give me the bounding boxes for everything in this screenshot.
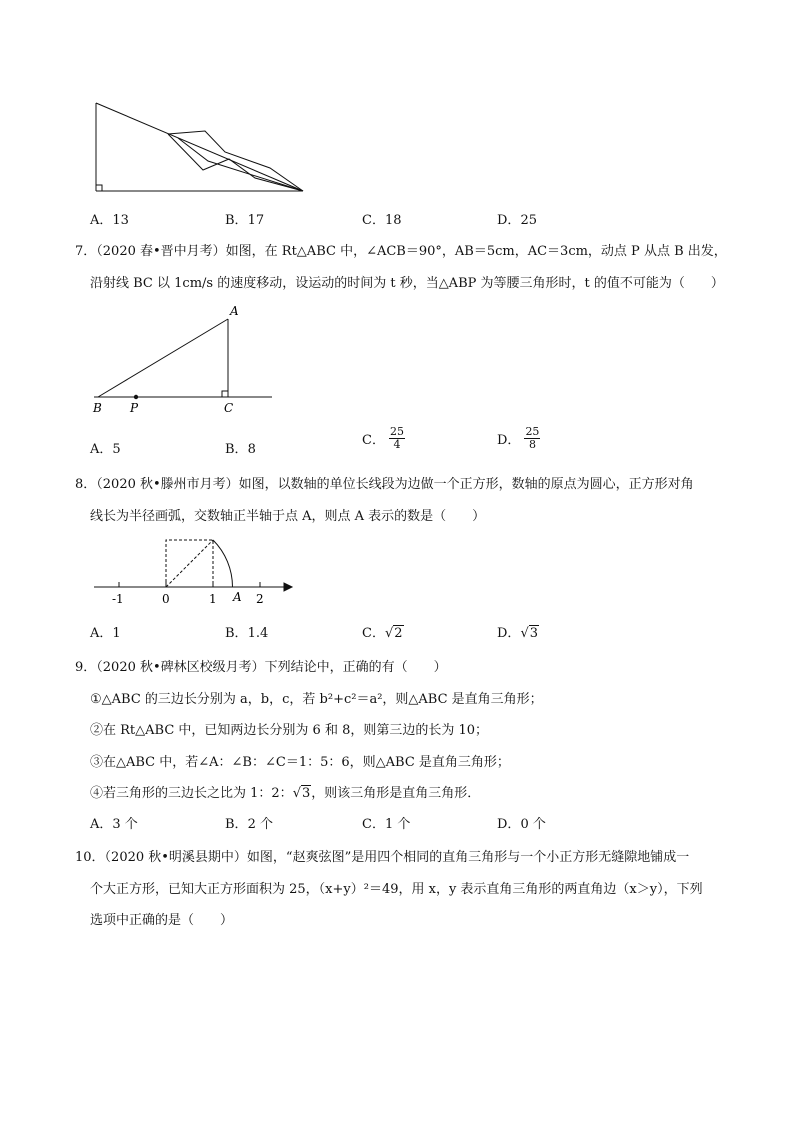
- option-letter: D．: [497, 626, 521, 641]
- q7-point-p: [134, 395, 138, 399]
- q8-axis-arrow: [284, 583, 292, 591]
- question-text: （2020 秋•滕州市月考）如图，以数轴的单位长线段为边做一个正方形，数轴的原点为圆心，正方形对角: [96, 477, 694, 492]
- q6-option-b[interactable]: [225, 209, 264, 228]
- option-value: 17: [247, 213, 265, 228]
- option-letter: C．: [362, 626, 385, 641]
- sqrt-expression: √3: [520, 626, 539, 641]
- option-letter: D．: [497, 817, 521, 832]
- question-text: （2020 秋•明溪县期中）如图，“赵爽弦图”是用四个相同的直角三角形与一个小正方形无缝隙地铺成一: [104, 850, 690, 865]
- q9-option-b[interactable]: [225, 813, 273, 832]
- q7-option-d[interactable]: [497, 426, 540, 451]
- option-value: 13: [112, 213, 129, 228]
- q8-label-1: 1: [209, 592, 217, 606]
- statement-text: ④若三角形的三边长之比为 1：2：: [90, 786, 293, 801]
- q7-side-ab: [98, 319, 228, 397]
- option-letter: D．: [497, 213, 521, 228]
- q7-figure: [90, 300, 280, 418]
- q9-option-c[interactable]: [362, 813, 410, 832]
- option-letter: C．: [362, 433, 385, 448]
- q8-option-c[interactable]: [362, 622, 404, 641]
- option-letter: B．: [225, 442, 248, 457]
- q8-option-d[interactable]: [497, 622, 539, 641]
- q7-label-a: A: [230, 304, 239, 318]
- option-letter: A．: [90, 213, 113, 228]
- denominator: 8: [528, 438, 536, 451]
- question-text: （2020 秋•碑林区校级月考）下列结论中，正确的有（ ）: [96, 660, 447, 675]
- q9-statement-4: [90, 782, 480, 801]
- radicand: 3: [529, 626, 539, 641]
- q8-option-a[interactable]: [90, 622, 121, 641]
- sqrt-expression: √2: [384, 626, 403, 641]
- q6-hypotenuse: [96, 103, 303, 191]
- q6-option-a[interactable]: [90, 209, 129, 228]
- q8-diagonal-dashed: [166, 540, 213, 587]
- q8-stem-line1: [75, 473, 694, 492]
- option-value: 8: [247, 442, 256, 457]
- q8-label-a: A: [233, 590, 242, 604]
- q10-stem-line3: 选项中正确的是（ ）: [90, 913, 234, 928]
- q8-stem-line2: 线长为半径画弧，交数轴正半轴于点 A，则点 A 表示的数是（ ）: [90, 509, 486, 524]
- q6-option-c[interactable]: [362, 209, 402, 228]
- q9-statement-1: ①△ABC 的三边长分别为 a，b，c，若 b²+c²＝a²，则△ABC 是直角三角形；: [90, 692, 543, 707]
- option-value: 0 个: [520, 817, 546, 832]
- q8-figure: [90, 533, 300, 608]
- option-letter: B．: [225, 213, 248, 228]
- q7-right-angle-mark: [222, 391, 228, 397]
- option-letter: D．: [497, 433, 521, 448]
- q6-right-angle-mark: [96, 185, 102, 191]
- q7-option-a[interactable]: [90, 438, 121, 457]
- q8-label-m1: -1: [112, 592, 124, 606]
- option-value: 3 个: [112, 817, 138, 832]
- question-number: 10．: [75, 850, 105, 865]
- sqrt-expression: √3: [292, 786, 311, 801]
- numerator: 25: [389, 425, 404, 438]
- option-value: 1: [112, 626, 121, 641]
- q8-label-2: 2: [256, 592, 264, 606]
- option-value: 25: [520, 213, 537, 228]
- radicand: 3: [301, 786, 311, 801]
- q9-option-d[interactable]: [497, 813, 546, 832]
- q9-option-a[interactable]: [90, 813, 138, 832]
- fraction: [389, 426, 405, 451]
- q8-option-b[interactable]: [225, 622, 268, 641]
- option-value: 5: [112, 442, 121, 457]
- fraction: [524, 426, 540, 451]
- radicand: 2: [394, 626, 403, 641]
- question-number: 8．: [75, 477, 97, 492]
- q7-label-c: C: [224, 401, 234, 415]
- option-letter: A．: [90, 817, 113, 832]
- q6-option-d[interactable]: [497, 209, 537, 228]
- option-value: 2 个: [247, 817, 273, 832]
- question-number: 7．: [75, 244, 97, 259]
- statement-text: ，则该三角形是直角三角形．: [311, 786, 481, 801]
- question-number: 9．: [75, 660, 97, 675]
- q7-label-p: P: [130, 401, 139, 415]
- numerator: 25: [525, 425, 540, 438]
- q9-statement-3: ③在△ABC 中，若∠A：∠B：∠C＝1：5：6，则△ABC 是直角三角形；: [90, 755, 510, 770]
- denominator: 4: [393, 438, 401, 451]
- option-letter: C．: [362, 817, 385, 832]
- option-letter: A．: [90, 442, 113, 457]
- q7-label-b: B: [93, 401, 102, 415]
- option-letter: A．: [90, 626, 113, 641]
- q10-stem-line1: [75, 846, 689, 865]
- q9-stem-line1: [75, 656, 447, 675]
- option-letter: B．: [225, 626, 248, 641]
- q10-stem-line2: 个大正方形，已知大正方形面积为 25，（x+y）²＝49，用 x，y 表示直角三角形的两直角边（x＞y），下列: [90, 882, 703, 897]
- q7-stem-line1: [75, 240, 727, 259]
- option-value: 18: [384, 213, 402, 228]
- option-value: 1 个: [384, 817, 411, 832]
- option-letter: B．: [225, 817, 248, 832]
- option-value: 1.4: [247, 626, 269, 641]
- q7-option-c[interactable]: [362, 426, 405, 451]
- option-letter: C．: [362, 213, 385, 228]
- q7-stem-line2: 沿射线 BC 以 1cm/s 的速度移动，设运动的时间为 t 秒，当△ABP 为等腰三角形时，t 的值不可能为（ ）: [90, 276, 724, 291]
- q6-figure: [90, 98, 310, 198]
- q8-label-0: 0: [162, 592, 170, 606]
- question-text: （2020 春•晋中月考）如图，在 Rt△ABC 中，∠ACB＝90°，AB＝5cm，AC＝3cm，动点 P 从点 B 出发，: [96, 244, 727, 259]
- q8-arc: [213, 540, 233, 587]
- q9-statement-2: ②在 Rt△ABC 中，已知两边长分别为 6 和 8，则第三边的长为 10；: [90, 723, 489, 738]
- q7-option-b[interactable]: [225, 438, 256, 457]
